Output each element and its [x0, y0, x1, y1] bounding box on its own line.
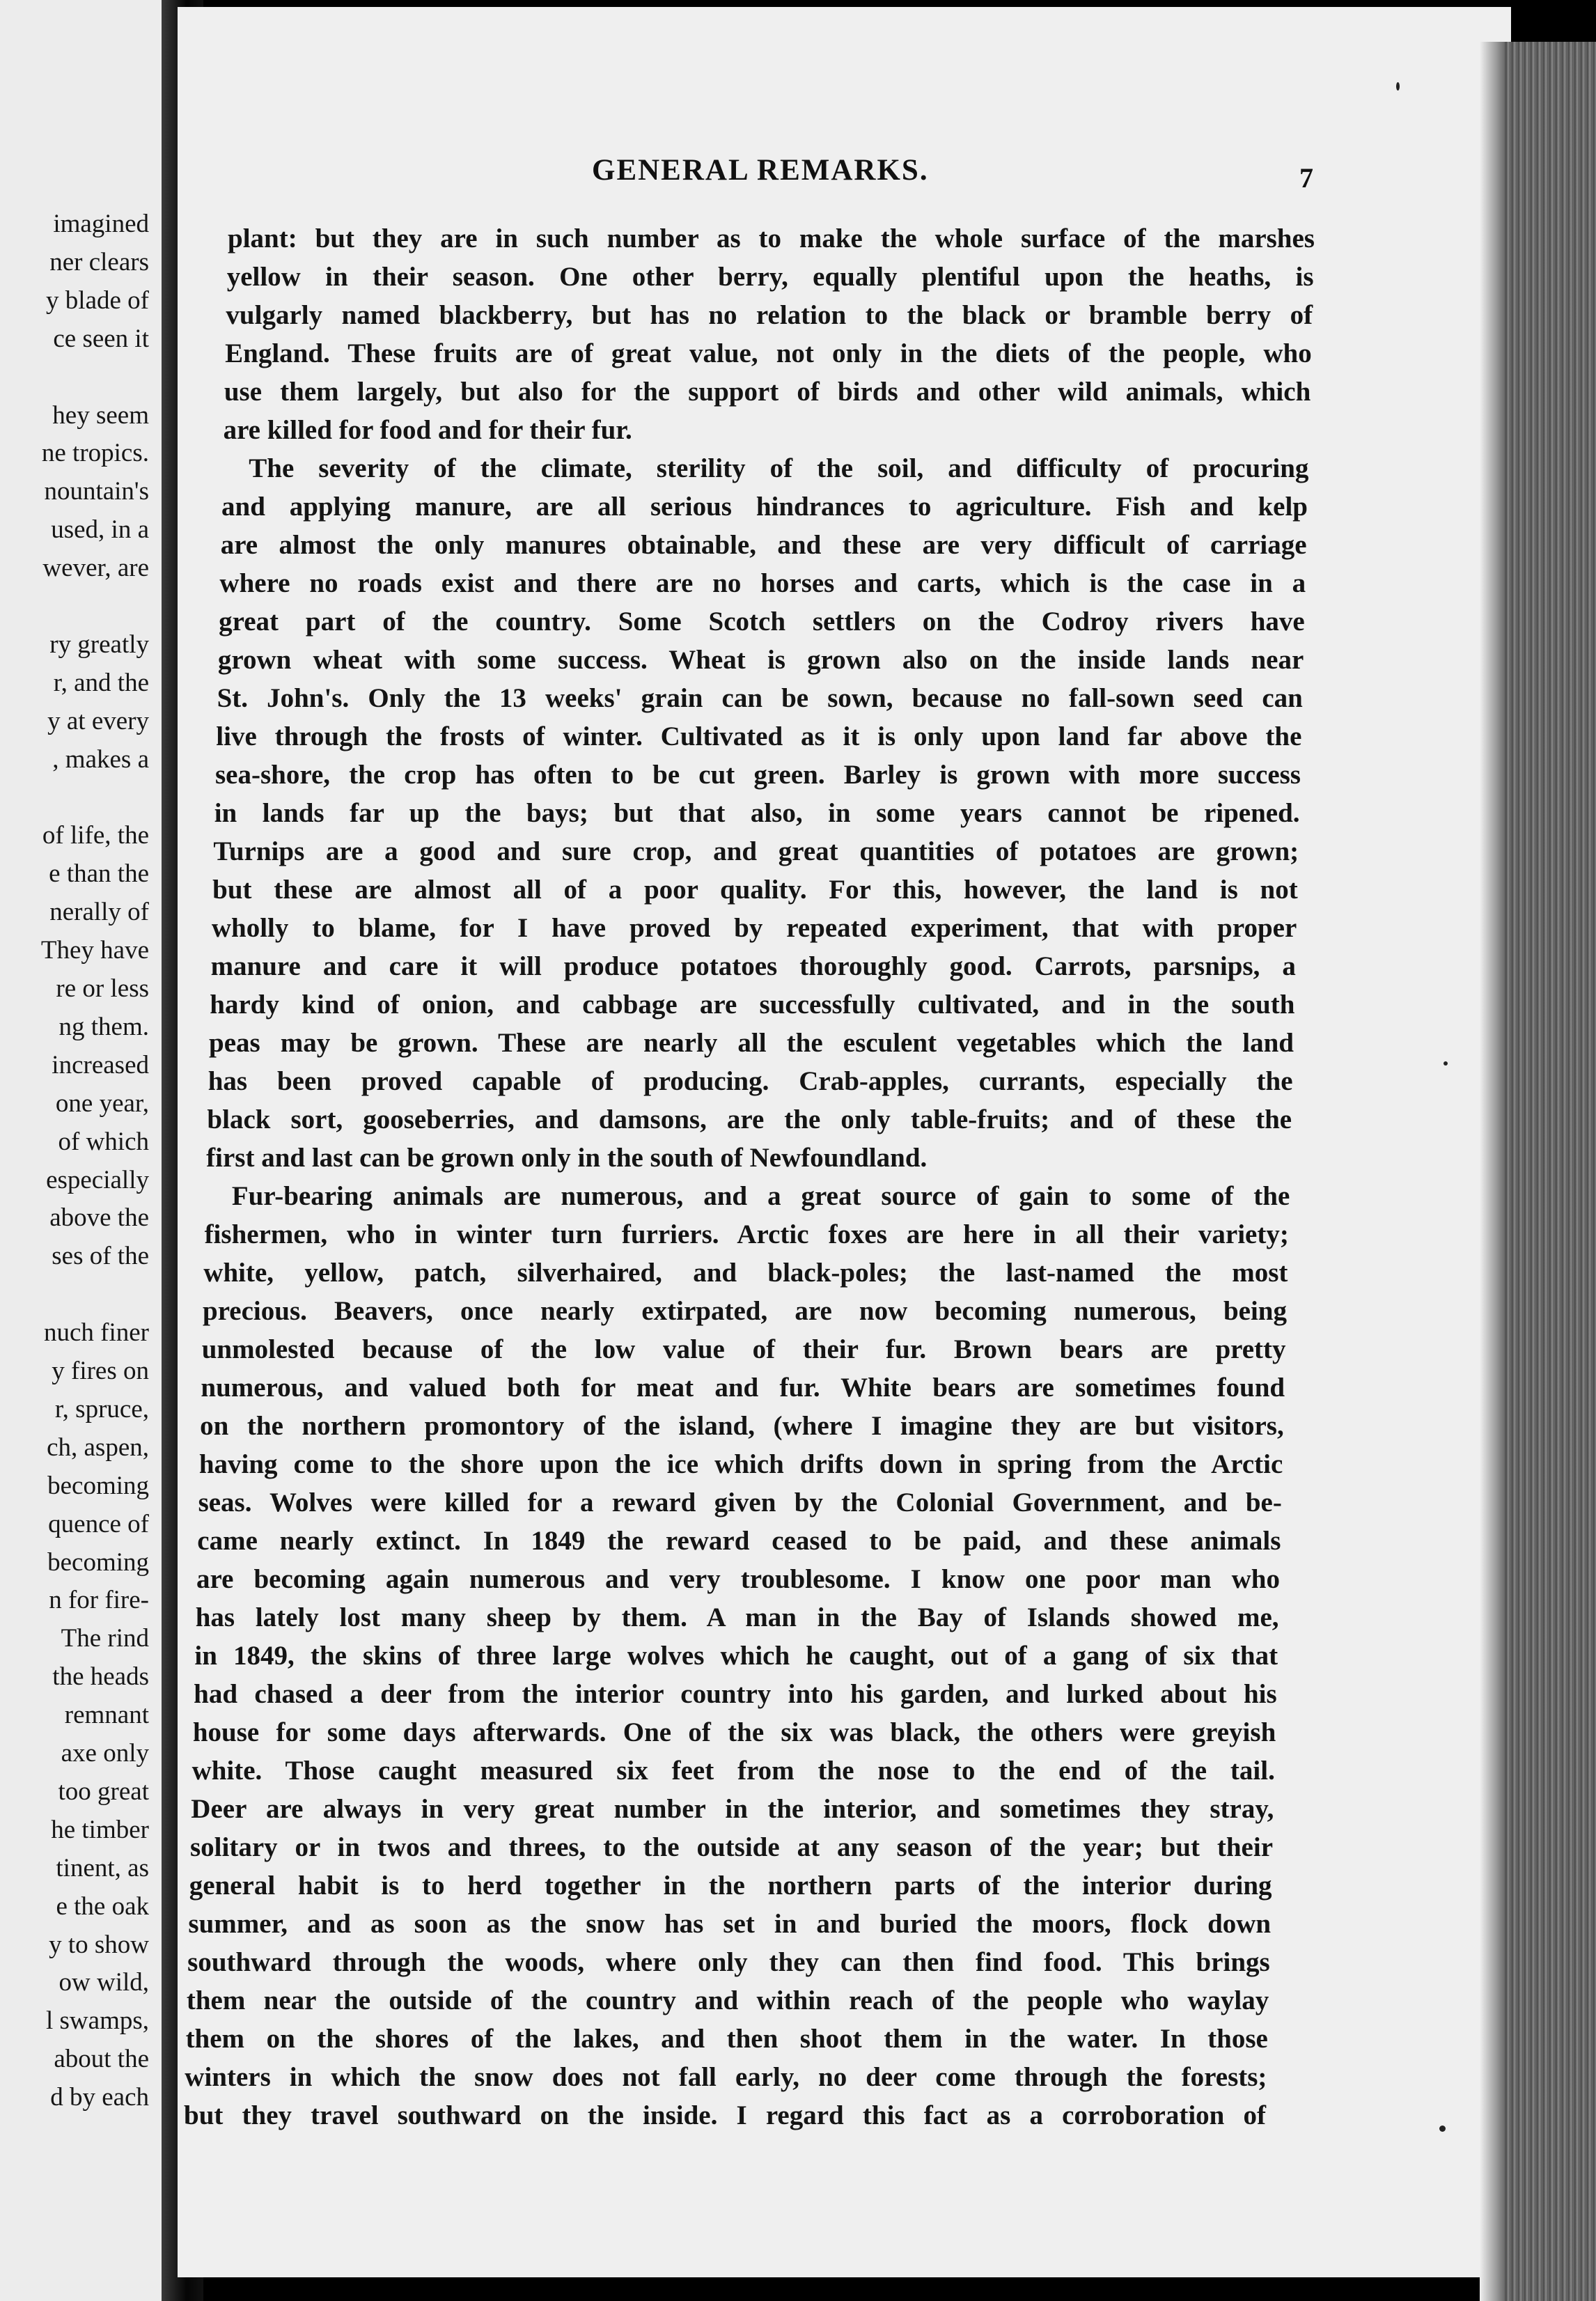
body-line: yellow in their season. One other berry, equally plentiful upon the heaths, is	[226, 262, 1314, 292]
body-line: southward through the woods, where only they can then find food. This brings	[187, 1947, 1270, 1977]
body-line: solitary or in twos and threes, to the outside at any season of the year; but their	[190, 1832, 1273, 1862]
body-line: summer, and as soon as the snow has set in and buried the moors, flock down	[188, 1909, 1272, 1939]
body-line: fishermen, who in winter turn furriers. Arctic foxes are here in all their variety;	[204, 1219, 1289, 1249]
running-head: GENERAL REMARKS.	[592, 154, 929, 187]
body-line: first and last can be grown only in the south of Newfoundland.	[206, 1143, 928, 1173]
body-line: black sort, gooseberries, and damsons, are the only table-fruits; and of these the	[207, 1105, 1292, 1134]
left-page-line: n for fire-	[49, 1586, 149, 1615]
left-page-line: y blade of	[46, 286, 149, 315]
body-line: general habit is to herd together in the northern parts of the interior during	[189, 1871, 1272, 1901]
left-page-line: ng them.	[58, 1012, 149, 1041]
body-line: manure and care it will produce potatoes thoroughly good. Carrots, parsnips, a	[210, 951, 1296, 981]
body-line: in lands far up the bays; but that also, in some years cannot be ripened.	[214, 798, 1300, 828]
body-line: wholly to blame, for I have proved by repeated experiment, that with proper	[211, 913, 1297, 943]
body-line: St. John's. Only the 13 weeks' grain can be sown, because no fall-sown seed can	[217, 683, 1303, 713]
left-page-line: ce seen it	[53, 324, 149, 353]
body-line: has been proved capable of producing. Crab-apples, currants, especially the	[208, 1066, 1293, 1096]
left-page-line: becoming	[47, 1547, 149, 1577]
left-page-line: above the	[49, 1203, 149, 1233]
left-page-line: r, and the	[53, 668, 149, 697]
scan-speck	[1439, 2126, 1446, 2132]
body-line: but these are almost all of a poor quality. For this, however, the land is not	[212, 875, 1298, 905]
body-line: vulgarly named blackberry, but has no relation to the black or bramble berry of	[226, 300, 1313, 330]
left-page-line: wever, are	[42, 554, 149, 583]
body-line: in 1849, the skins of three large wolves which he caught, out of a gang of six that	[194, 1641, 1278, 1671]
left-page-line: , makes a	[52, 744, 149, 774]
body-line: had chased a deer from the interior country into his garden, and lurked about his	[194, 1679, 1277, 1709]
left-page-line: ner clears	[49, 247, 149, 276]
body-line: Turnips are a good and sure crop, and great quantities of potatoes are grown;	[213, 836, 1299, 866]
left-page-line: axe only	[61, 1739, 149, 1768]
body-line: them on the shores of the lakes, and then shoot them in the water. In those	[185, 2024, 1268, 2054]
left-page-line: y fires on	[52, 1357, 149, 1385]
left-page-line: The rind	[61, 1624, 149, 1653]
left-page-line: tinent, as	[56, 1853, 149, 1882]
left-page-line: especially	[46, 1165, 149, 1194]
left-page-line: remnant	[64, 1701, 149, 1730]
left-page-line: nerally of	[49, 898, 149, 927]
body-line: came nearly extinct. In 1849 the reward ceased to be paid, and these animals	[197, 1526, 1281, 1556]
left-page-line: about the	[54, 2045, 149, 2074]
left-page-line: e than the	[49, 859, 149, 889]
left-page-line: of which	[58, 1127, 149, 1156]
body-line: peas may be grown. These are nearly all the esculent vegetables which the land	[209, 1028, 1294, 1058]
left-page-line: y at every	[47, 706, 149, 735]
body-line: white. Those caught measured six feet from the nose to the end of the tail.	[191, 1756, 1275, 1786]
left-page-line: They have	[40, 936, 149, 965]
body-line: seas. Wolves were killed for a reward given by the Colonial Government, and be-	[198, 1488, 1282, 1518]
body-line: grown wheat with some success. Wheat is grown also on the inside lands near	[217, 645, 1304, 675]
body-line: sea-shore, the crop has often to be cut green. Barley is grown with more success	[215, 760, 1301, 790]
body-line: hardy kind of onion, and cabbage are successfully cultivated, and in the south	[210, 990, 1295, 1020]
left-page-line: ses of the	[52, 1242, 149, 1271]
left-page-line: becoming	[47, 1471, 149, 1500]
body-line: are becoming again numerous and very troublesome. I know one poor man who	[196, 1564, 1280, 1594]
left-page-line: r, spruce,	[54, 1394, 149, 1424]
body-line: are almost the only manures obtainable, and these are very difficult of carriage	[220, 530, 1307, 560]
left-page-line: one year,	[55, 1089, 149, 1118]
body-line: and applying manure, are all serious hindrances to agriculture. Fish and kelp	[221, 492, 1308, 522]
left-page-line: the heads	[52, 1662, 149, 1692]
scan-speck	[1396, 82, 1400, 91]
left-page-line: l swamps,	[46, 2006, 149, 2036]
body-line: on the northern promontory of the island, (where I imagine they are but visitors,	[200, 1411, 1284, 1441]
body-line: numerous, and valued both for meat and fur. White bears are sometimes found	[201, 1373, 1285, 1403]
left-page-line: imagined	[53, 210, 149, 238]
left-page-line: ow wild,	[58, 1968, 149, 1997]
body-line: Fur-bearing animals are numerous, and a great source of gain to some of the	[231, 1181, 1290, 1211]
body-line: use them largely, but also for the support of birds and other wild animals, which	[224, 377, 1311, 407]
body-line: precious. Beavers, once nearly extirpated, are now becoming numerous, being	[203, 1296, 1287, 1326]
left-page-line: hey seem	[52, 400, 149, 430]
body-line: England. These fruits are of great value, not only in the diets of the people, who	[225, 338, 1312, 368]
left-page-line: re or less	[56, 974, 149, 1003]
body-line: where no roads exist and there are no horses and carts, which is the case in a	[219, 568, 1306, 598]
body-line: are killed for food and for their fur.	[223, 415, 632, 445]
left-page-line: nountain's	[44, 477, 149, 506]
body-line: unmolested because of the low value of their fur. Brown bears are pretty	[201, 1334, 1286, 1364]
body-line: Deer are always in very great number in the interior, and sometimes they stray,	[191, 1794, 1274, 1824]
left-page-line: nuch finer	[43, 1318, 149, 1348]
left-page-line: of life, the	[42, 821, 149, 850]
left-page-line: too great	[58, 1777, 149, 1806]
left-page-line: e the oak	[56, 1892, 149, 1921]
left-page-line: d by each	[50, 2083, 149, 2112]
body-line: plant: but they are in such number as to make the whole surface of the marshes	[228, 224, 1315, 254]
body-line: live through the frosts of winter. Cultivated as it is only upon land far above the	[216, 722, 1302, 751]
body-line: having come to the shore upon the ice which drifts down in spring from the Arctic	[198, 1449, 1283, 1479]
left-page-line: ne tropics.	[41, 439, 149, 468]
left-page-line: ry greatly	[49, 630, 149, 659]
left-page-line: used, in a	[51, 515, 149, 545]
body-line: but they travel southward on the inside. I regard this fact as a corroboration of	[184, 2100, 1266, 2130]
scan-speck	[1444, 1061, 1448, 1066]
body-line: has lately lost many sheep by them. A man in the Bay of Islands showed me,	[195, 1602, 1279, 1632]
body-line: The severity of the climate, sterility of the soil, and difficulty of procuring	[249, 453, 1309, 483]
body-line: winters in which the snow does not fall early, no deer come through the forests;	[185, 2062, 1267, 2092]
body-line: great part of the country. Some Scotch settlers on the Codroy rivers have	[219, 607, 1305, 637]
body-line: them near the outside of the country and within reach of the people who waylay	[186, 1986, 1269, 2015]
page-number: 7	[1299, 162, 1313, 194]
left-page-line: ch, aspen,	[47, 1433, 149, 1462]
body-line: white, yellow, patch, silverhaired, and black-poles; the last-named the most	[203, 1258, 1288, 1288]
left-page-line: increased	[52, 1050, 149, 1079]
left-page-line: y to show	[49, 1930, 149, 1959]
left-page-line: he timber	[51, 1815, 149, 1844]
body-line: house for some days afterwards. One of the six was black, the others were greyish	[192, 1717, 1276, 1747]
left-page-line: quence of	[48, 1509, 149, 1538]
